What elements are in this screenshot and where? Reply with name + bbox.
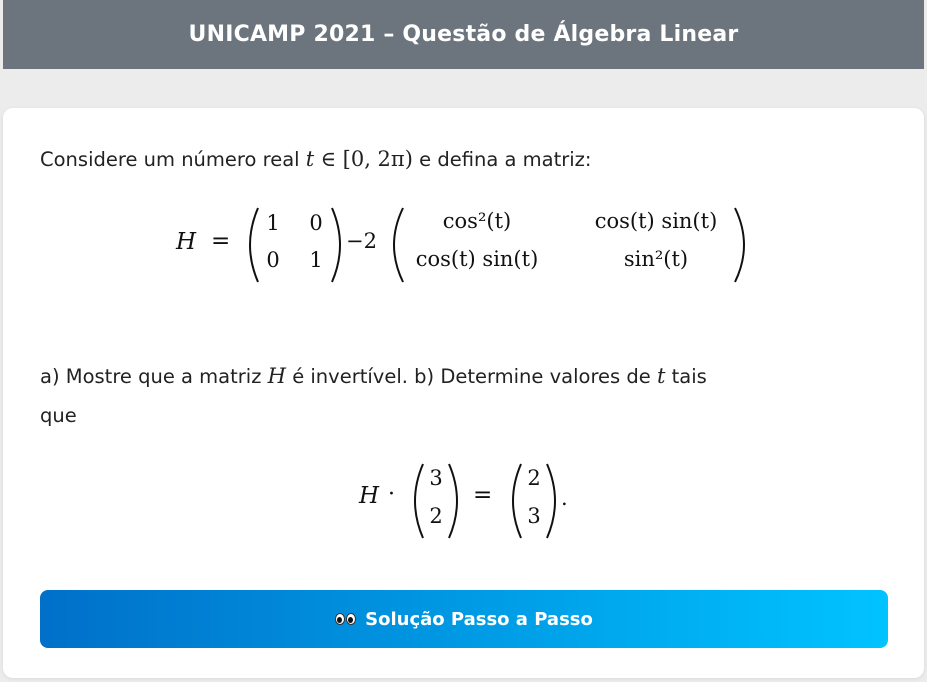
eq2-dot: · (388, 482, 395, 507)
eyes-icon (335, 613, 357, 625)
vec1-cell: 3 (429, 466, 443, 490)
identity-cell: 0 (266, 248, 280, 272)
part-b-line2: que (40, 404, 77, 427)
eq2-period: . (561, 486, 568, 510)
identity-brackets (244, 206, 344, 284)
matrix-equation (3, 198, 924, 288)
question-parts (40, 356, 888, 397)
eq2-equals: = (473, 482, 493, 508)
eq1-coefficient: −2 (346, 229, 377, 253)
identity-cell: 0 (309, 211, 323, 235)
part-a-text: a) Mostre que a matriz (40, 365, 262, 388)
vector-equation (3, 460, 924, 540)
vec1-cell: 2 (429, 504, 443, 528)
intro-text: Considere um número real (40, 148, 300, 171)
question-card (3, 108, 924, 678)
part-b-text: é invertível. b) Determine valores de (292, 365, 651, 388)
question-intro (40, 139, 591, 180)
var-t: t (305, 147, 315, 171)
vec2-cell: 2 (527, 466, 541, 490)
solution-button-label: Solução Passo a Passo (365, 608, 593, 630)
eq1-equals: = (211, 228, 231, 254)
identity-cell: 1 (266, 211, 280, 235)
matrix-cell: cos(t) sin(t) (594, 209, 718, 233)
eq2-lhs: H (359, 483, 380, 509)
var-h: H (267, 364, 286, 388)
eq1-lhs: H (176, 229, 197, 255)
part-b-suffix: tais (671, 365, 707, 388)
interval: ∈ [0, 2π) (320, 147, 413, 171)
page-header (3, 0, 924, 69)
matrix-cell: cos(t) sin(t) (415, 247, 539, 271)
solution-button[interactable] (40, 590, 888, 648)
identity-cell: 1 (309, 248, 323, 272)
matrix-cell: cos²(t) (442, 209, 512, 233)
page-title: UNICAMP 2021 – Questão de Álgebra Linear (188, 22, 739, 47)
matrix-cell: sin²(t) (623, 247, 689, 271)
intro-suffix: e defina a matriz: (419, 148, 592, 171)
vec2-cell: 3 (527, 504, 541, 528)
var-t: t (656, 364, 666, 388)
